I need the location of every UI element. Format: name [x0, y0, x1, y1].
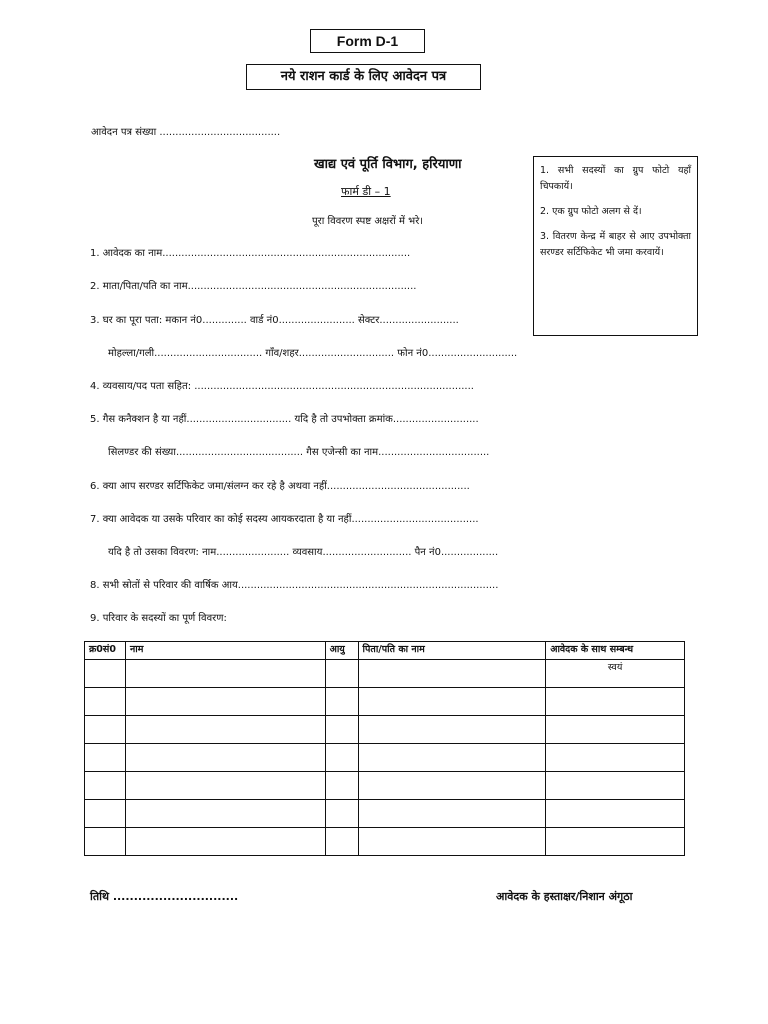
table-row [85, 716, 685, 744]
field-cylinder-count: सिलण्डर की संख्या........................................ गैस एजेन्सी का नाम................................... [108, 447, 490, 458]
table-row [85, 772, 685, 800]
photo-instructions-box [533, 156, 698, 336]
cell-relation[interactable] [546, 688, 685, 716]
cell-age[interactable] [325, 716, 358, 744]
table-header-row [85, 642, 685, 660]
application-number-field: आवेदन पत्र संख्या ...................................... [91, 127, 281, 138]
field-tax-payer-details: यदि है तो उसका विवरण: नाम....................... व्यवसाय............................ पैन नं0.................. [108, 547, 499, 558]
cell-relation[interactable] [546, 660, 685, 688]
field-gas-connection: 5. गैस कनैक्शन है या नहीं................................. यदि है तो उपभोक्ता क्रमांक........................... [90, 414, 479, 425]
cell-age[interactable] [325, 660, 358, 688]
field-income-tax-payer: 7. क्या आवेदक या उसके परिवार का कोई सदस्य आयकरदाता है या नहीं........................................ [90, 514, 479, 525]
col-serial: क्र0सं0 [85, 642, 126, 660]
cell-relation[interactable] [546, 744, 685, 772]
cell-father-husband-name[interactable] [358, 772, 546, 800]
col-age: आयु [325, 642, 358, 660]
cell-age[interactable] [325, 800, 358, 828]
cell-serial[interactable] [85, 772, 126, 800]
table-row [85, 800, 685, 828]
cell-name[interactable] [125, 800, 325, 828]
family-members-table [84, 641, 685, 856]
cell-relation[interactable] [546, 828, 685, 856]
cell-serial[interactable] [85, 744, 126, 772]
cell-age[interactable] [325, 772, 358, 800]
table-row [85, 828, 685, 856]
cell-age[interactable] [325, 828, 358, 856]
note-3: 3. वितरण केन्द्र में बाहर से आए उपभोक्ता सरण्डर सर्टिफिकेट भी जमा करवायें। [540, 231, 691, 258]
cell-name[interactable] [125, 744, 325, 772]
field-address: 3. घर का पूरा पता: मकान नं0.............. वार्ड नं0........................ सेक्टर......................... [90, 315, 459, 326]
cell-father-husband-name[interactable] [358, 688, 546, 716]
field-family-details-heading: 9. परिवार के सदस्यों का पूर्ण विवरण: [90, 613, 227, 624]
cell-father-husband-name[interactable] [358, 828, 546, 856]
fill-instruction: पूरा विवरण स्पष्ट अक्षरों में भरे। [312, 216, 424, 227]
cell-name[interactable] [125, 828, 325, 856]
table-row [85, 688, 685, 716]
field-applicant-name: 1. आवेदक का नाम.............................................................................. [90, 248, 411, 259]
field-occupation: 4. व्यवसाय/पद पता सहित: ........................................................................................ [90, 381, 474, 392]
field-locality: मोहल्ला/गली.................................. गाँव/शहर.............................. फोन नं0............................ [108, 348, 518, 359]
cell-name[interactable] [125, 688, 325, 716]
relation-self: स्वयं [607, 662, 623, 673]
field-parent-name: 2. माता/पिता/पति का नाम........................................................................ [90, 281, 417, 292]
col-relation: आवेदक के साथ सम्बन्ध [546, 642, 685, 660]
date-field: तिथि .............................. [90, 890, 239, 903]
cell-serial[interactable] [85, 828, 126, 856]
field-surrender-certificate: 6. क्या आप सरण्डर सर्टिफिकेट जमा/संलग्न कर रहे है अथवा नहीं............................................. [90, 481, 470, 492]
cell-father-husband-name[interactable] [358, 744, 546, 772]
col-name: नाम [125, 642, 325, 660]
cell-serial[interactable] [85, 716, 126, 744]
cell-age[interactable] [325, 744, 358, 772]
cell-relation[interactable] [546, 800, 685, 828]
note-2: 2. एक ग्रुप फोटो अलग से दें। [540, 206, 642, 217]
col-father-husband-name: पिता/पति का नाम [358, 642, 546, 660]
cell-name[interactable] [125, 716, 325, 744]
cell-name[interactable] [125, 772, 325, 800]
cell-name[interactable] [125, 660, 325, 688]
cell-serial[interactable] [85, 800, 126, 828]
cell-father-husband-name[interactable] [358, 660, 546, 688]
signature-field: आवेदक के हस्ताक्षर/निशान अंगूठा [496, 890, 633, 903]
department-name: खाद्य एवं पूर्ति विभाग, हरियाणा [314, 157, 462, 172]
cell-father-husband-name[interactable] [358, 800, 546, 828]
cell-age[interactable] [325, 688, 358, 716]
cell-father-husband-name[interactable] [358, 716, 546, 744]
cell-relation[interactable] [546, 772, 685, 800]
table-row [85, 744, 685, 772]
cell-relation[interactable] [546, 716, 685, 744]
form-code-box: Form D-1 [310, 29, 425, 53]
form-label: फार्म डी – 1 [341, 185, 391, 198]
table-row [85, 660, 685, 688]
cell-serial[interactable] [85, 688, 126, 716]
cell-serial[interactable] [85, 660, 126, 688]
note-1: 1. सभी सदस्यों का ग्रुप फोटो यहाँ चिपकायें। [540, 165, 691, 192]
field-annual-income: 8. सभी स्रोतों से परिवार की वार्षिक आय.................................................................................. [90, 580, 499, 591]
form-title: नये राशन कार्ड के लिए आवेदन पत्र [246, 64, 481, 90]
